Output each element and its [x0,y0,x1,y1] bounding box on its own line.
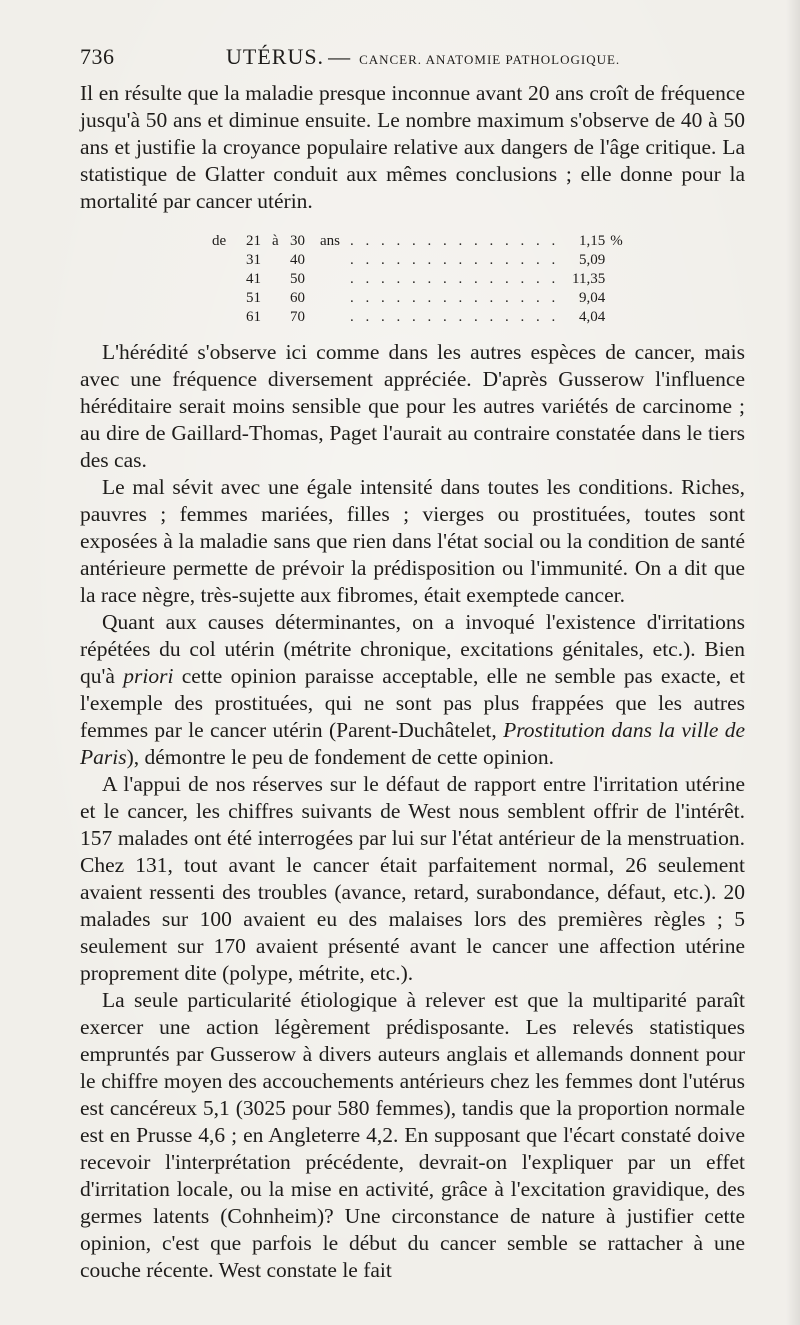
row-age-from: 31 [246,252,261,268]
table-row [212,251,634,270]
row-age-from: 51 [246,290,261,306]
page-edge-shadow [786,0,800,1325]
paragraph-conditions: Le mal sévit avec une égale intensité dans toutes les conditions. Riches, pauvres ; femmes mariées, filles ; vierges ou prostituées, toutes sont exposées à la maladie sans que rien dans l'état social ou la condition de santé antérieure permette de prévoir la prédisposition ou l'immunité. On a dit que la race nègre, très-sujette aux fibromes, était exemptede cancer. [80,475,745,607]
row-age-to: 60 [290,290,305,306]
table-row [212,232,634,251]
page-header [80,44,745,74]
running-head-subtitle: CANCER. ANATOMIE PATHOLOGIQUE. [359,52,621,67]
row-leader-dots: . . . . . . . . . . . . . . [350,309,560,325]
paragraph-causes [80,609,745,771]
row-percent-sign [605,251,634,270]
paragraph-west: A l'appui de nos réserves sur le défaut de rapport entre l'irritation utérine et le cancer, les chiffres suivants de West nous semblent offrir de l'intérêt. 157 malades ont été interrogées par lui sur l'état antérieur de la menstruation. Chez 131, tout avant le cancer était parfaitement normal, 26 seulement avaient ressenti des troubles (avance, retard, surabondance, défaut, etc.). 20 malades sur 100 avaient eu des malaises lors des premières règles ; 5 seulement sur 170 avaient présenté avant le cancer une affection utérine proprement dite (polype, métrite, etc.). [80,772,745,985]
table-row [212,289,634,308]
table-row [212,270,634,289]
row-value: 9,04 [579,290,606,306]
row-leader-dots: . . . . . . . . . . . . . . [350,252,560,268]
row-unit [320,251,350,270]
row-leader-dots: . . . . . . . . . . . . . . [350,233,560,249]
row-separator [272,251,290,270]
causes-text-3: ), démontre le peu de fondement de cette opinion. [126,745,555,769]
running-head [226,44,620,70]
row-value: 1,15 [579,233,606,249]
row-prefix [212,308,246,327]
page-number: 736 [80,44,115,69]
row-separator [272,270,290,289]
row-prefix [212,289,246,308]
running-head-dash: — [328,44,352,69]
causes-italic-priori: priori [123,664,174,688]
row-prefix [212,251,246,270]
row-age-from: 61 [246,309,261,325]
mortality-table [212,232,634,327]
running-head-title: UTÉRUS. [226,44,325,69]
row-value: 4,04 [579,309,606,325]
intro-paragraph: Il en résulte que la maladie presque inconnue avant 20 ans croît de fréquence jusqu'à 50 ans et diminue ensuite. Le nombre maximum s'observe de 40 à 50 ans et justifie la croyance populaire relative aux dangers de l'âge critique. La statistique de Glatter conduit aux mêmes conclusions ; elle donne pour la mortalité par cancer utérin. [80,81,745,213]
row-value: 5,09 [579,252,606,268]
row-percent-sign [605,270,634,289]
row-unit [320,289,350,308]
row-age-to: 40 [290,252,305,268]
row-unit: ans [320,233,340,249]
row-prefix: de [212,233,227,249]
table-row [212,308,634,327]
row-leader-dots: . . . . . . . . . . . . . . [350,271,560,287]
row-separator: à [272,233,279,249]
row-separator [272,289,290,308]
main-text-block [80,339,745,1284]
row-leader-dots: . . . . . . . . . . . . . . [350,290,560,306]
paragraph-multiparity: La seule particularité étiologique à relever est que la multiparité paraît exercer une action légèrement prédisposante. Les relevés statistiques empruntés par Gusserow à divers auteurs anglais et allemands donnent pour le chiffre moyen des accouchements antérieurs chez les femmes dont l'utérus est cancéreux 5,1 (3025 pour 580 femmes), tandis que la proportion normale est en Prusse 4,6 ; en Angleterre 4,2. En supposant que l'écart constaté doive recevoir l'interprétation précédente, devrait-on l'expliquer par un effet d'irritation locale, ou la mise en activité, grâce à l'excitation gravidique, des germes latents (Cohnheim)? Une circonstance de nature à justifier cette opinion, c'est que parfois le début du cancer semble se rattacher à une couche récente. West constate le fait [80,988,745,1282]
row-percent-sign [605,289,634,308]
row-separator [272,308,290,327]
row-prefix [212,270,246,289]
row-age-to: 50 [290,271,305,287]
row-percent-sign: % [610,233,623,249]
row-age-to: 30 [290,233,305,249]
row-unit [320,308,350,327]
row-unit [320,270,350,289]
causes-text-1: Quant aux causes déterminantes, on a invoqué l'existence d'irritations répétées du col utérin (métrite chronique, excitations génitales, etc.). Bien qu'à [80,610,745,688]
row-age-from: 21 [246,233,261,249]
row-age-from: 41 [246,271,261,287]
causes-italic-citation: Prostitution dans la ville de Paris [80,718,746,769]
paragraph-heredity: L'hérédité s'observe ici comme dans les autres espèces de cancer, mais avec une fréquence diversement appréciée. D'après Gusserow l'influence héréditaire serait moins sensible que pour les autres variétés de carcinome ; au dire de Gaillard-Thomas, Paget l'aurait au contraire constatée dans le tiers des cas. [80,340,745,472]
causes-text-2: cette opinion paraisse acceptable, elle ne semble pas exacte, et l'exemple des prostituées, qui ne sont pas plus frappées que les autres femmes par le cancer utérin (Parent-Duchâtelet, [80,664,745,742]
row-value: 11,35 [572,271,606,287]
row-age-to: 70 [290,309,305,325]
intro-block [80,80,745,215]
row-percent-sign [605,308,634,327]
